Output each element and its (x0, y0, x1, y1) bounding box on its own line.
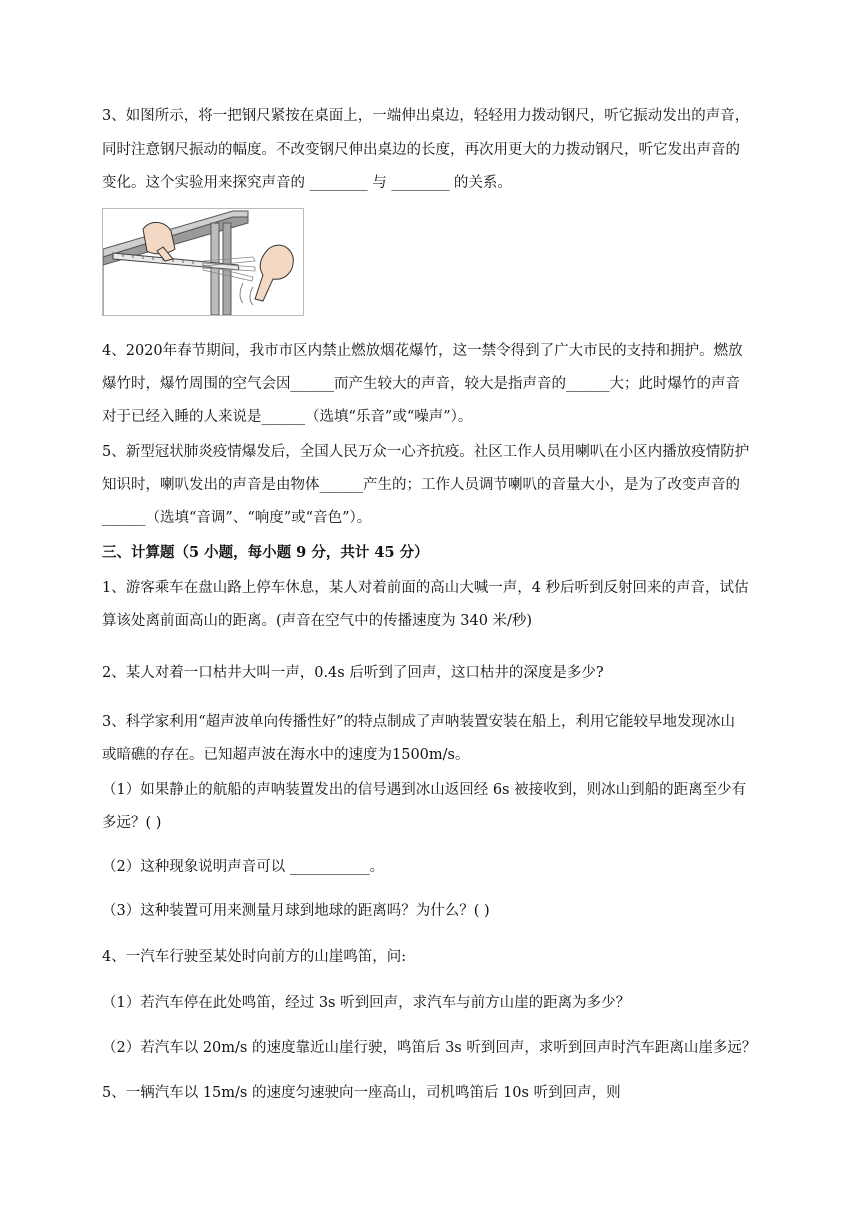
calc1-line-2: 算该处离前面高山的距离。(声音在空气中的传播速度为 340 米/秒) (102, 613, 533, 629)
ruler-experiment-figure (102, 208, 304, 316)
calc4-sub1: （1）若汽车停在此处鸣笛，经过 3s 听到回声，求汽车与前方山崖的距离为多少？ (102, 995, 631, 1011)
ruler-table-illustration (103, 209, 303, 315)
calc2-line-1: 2、某人对着一口枯井大叫一声，0.4s 后听到了回声，这口枯井的深度是多少? (102, 665, 604, 681)
section-title: 三、计算题（5 小题，每小题 9 分，共计 45 分） (102, 544, 429, 561)
calc3-sub1-line-1: （1）如果静止的航船的声呐装置发出的信号遇到冰山返回经 6s 被接收到，则冰山到船的距离至少有 (102, 782, 747, 798)
q4-line-3: 对于已经入睡的人来说是______（选填“乐音”或“噪声”）。 (102, 409, 473, 425)
q3-line-3: 变化。这个实验用来探究声音的 ________ 与 ________ 的关系。 (102, 175, 512, 191)
q5-line-1: 5、新型冠状肺炎疫情爆发后，全国人民万众一心齐抗疫。社区工作人员用喇叭在小区内播放疫情防护 (102, 444, 750, 460)
calc4-line-1: 4、一汽车行驶至某处时向前方的山崖鸣笛，问: (102, 949, 407, 965)
calc3-sub2: （2）这种现象说明声音可以 ___________。 (102, 859, 385, 875)
q4-line-1: 4、2020年春节期间，我市市区内禁止燃放烟花爆竹，这一禁令得到了广大市民的支持和拥护。燃放 (102, 343, 743, 359)
calc1-line-1: 1、游客乘车在盘山路上停车休息，某人对着前面的高山大喊一声，4 秒后听到反射回来的声音，试估 (102, 580, 749, 596)
calc4-sub2: （2）若汽车以 20m/s 的速度靠近山崖行驶，鸣笛后 3s 听到回声，求听到回声时汽车距离山崖多远？ (102, 1040, 757, 1056)
calc3-sub3: （3）这种装置可用来测量月球到地球的距离吗？为什么？( ) (102, 903, 490, 919)
q5-line-2: 知识时，喇叭发出的声音是由物体______产生的；工作人员调节喇叭的音量大小，是为了改变声音的 (102, 477, 740, 493)
calc5-line-1: 5、一辆汽车以 15m/s 的速度匀速驶向一座高山，司机鸣笛后 10s 听到回声，则 (102, 1085, 621, 1101)
q3-line-1: 3、如图所示，将一把钢尺紧按在桌面上，一端伸出桌边，轻轻用力拨动钢尺，听它振动发出的声音， (102, 108, 750, 124)
calc3-sub1-line-2: 多远？( ) (102, 815, 162, 831)
calc3-line-1: 3、科学家利用“超声波单向传播性好”的特点制成了声呐装置安装在船上，利用它能较早地发现冰山 (102, 714, 736, 730)
calc3-line-2: 或暗礁的存在。已知超声波在海水中的速度为1500m/s。 (102, 747, 470, 763)
q5-line-3: ______（选填“音调”、“响度”或“音色”）。 (102, 510, 372, 526)
q3-line-2: 同时注意钢尺振动的幅度。不改变钢尺伸出桌边的长度，再次用更大的力拨动钢尺，听它发出声音的 (102, 142, 740, 158)
q4-line-2: 爆竹时，爆竹周围的空气会因______而产生较大的声音，较大是指声音的______大；此时爆竹的声音 (102, 376, 740, 392)
